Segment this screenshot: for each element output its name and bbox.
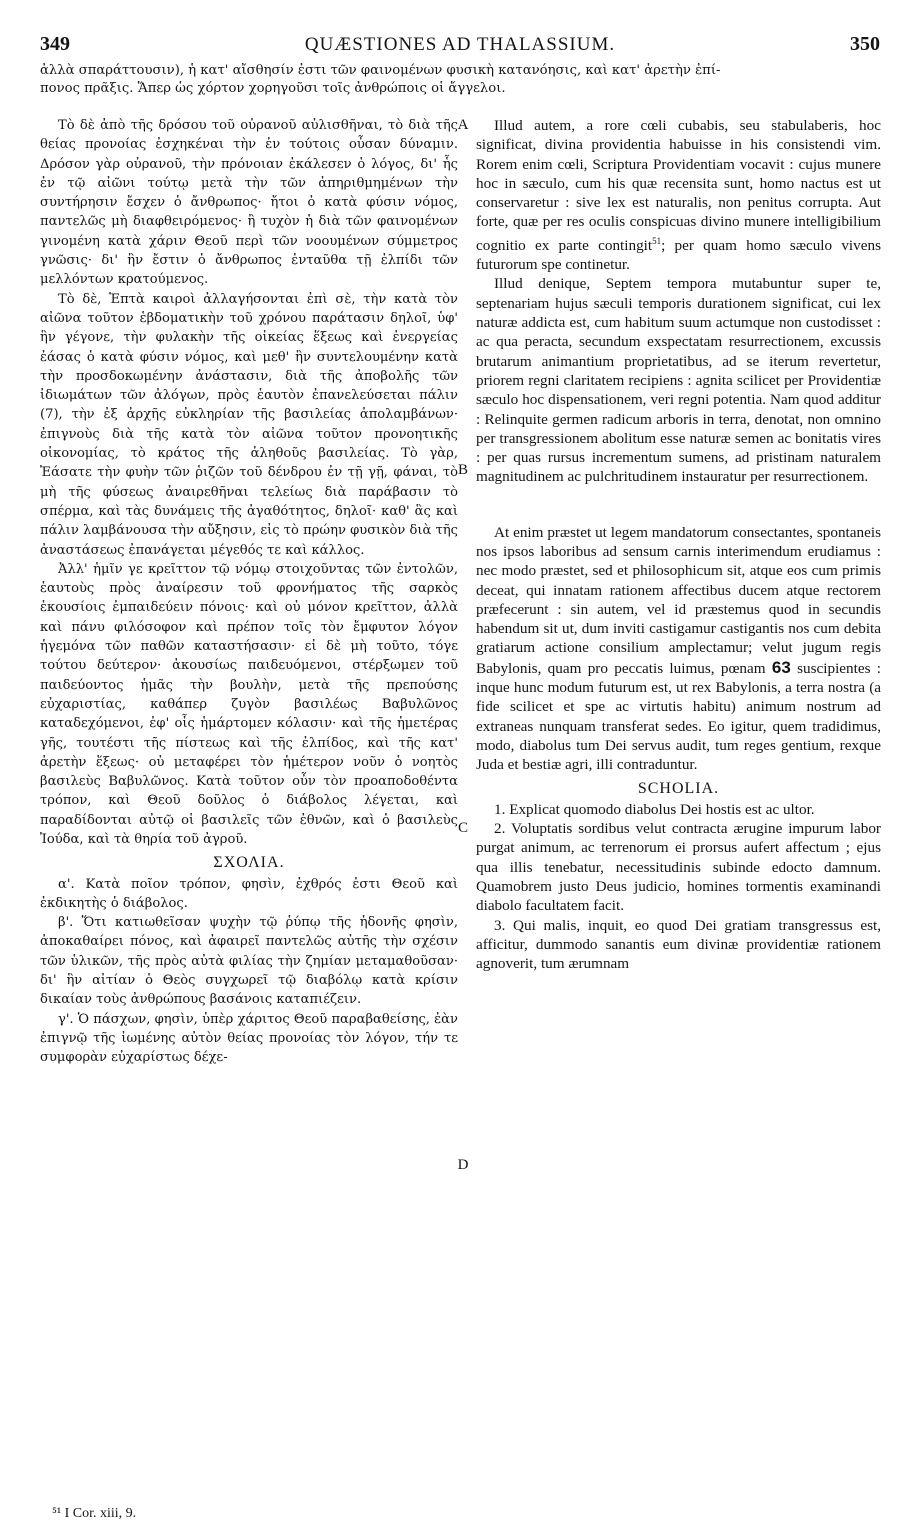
page-number-left: 349 — [40, 33, 70, 55]
latin-paragraph-3a: At enim præstet ut legem mandatorum consectantes, spontaneis nos ipsos laboribus ad sensum carnis interimendum erudiamus : nec modo præstet, sed et philosophicum sit, atque eos cum primis deceat, qui innatam rationem affectibus ducem atque rectorem præfecerunt : sin autem, vel id præstemus quod in secundis habendum sit ut, dum inviti castigamur castigantis nos cum debita gratiarum actione consilium amplectamur; velut jugum regis Babylonis, quam pro peccatis luimus, pœnam — [476, 523, 881, 677]
latin-paragraph-1 — [476, 116, 881, 274]
footnote-ref: 51 — [652, 235, 662, 246]
latin-scholion-3: 3. Qui malis, inquit, eo quod Dei gratiam transgressus est, afficitur, dummodo sanantis eum divinæ providentiæ rationem agnoverit, tum ærumnam — [476, 916, 881, 973]
latin-paragraph-1-text: Illud autem, a rore cœli cubabis, seu stabulaberis, hoc significat, divina providentia habuisse in his consistendi vim. Rorem enim cœli, Scriptura Providentiam vocavit : cujus munere hoc in sæculo, cum his quæ recensita sunt, homo nactus est ut conservaretur : sive lex est naturalis, non penitus corrupta. Aut forte, quæ per res oculis conspicuas divino munere intelligibilium cognitio ex parte contingit — [476, 117, 881, 254]
greek-paragraph-2: Τὸ δὲ, Ἑπτὰ καιροὶ ἀλλαγήσονται ἐπὶ σὲ, τὴν κατὰ τὸν αἰῶνα τοῦτον ἑβδοματικὴν τοῦ χρόνου παράτασιν δηλοῖ, ὑφ' ἣν γέγονε, τὴν φυλακὴν τῆς οἰκείας ἕξεως καὶ ἐνεργείας ἐάσας ὁ κατὰ φύσιν νόμος, καὶ μεθ' ἣν συντελουμένην κατὰ τὴν προσδοκωμένην ἀνάστασιν, διὰ τῆς ἀποβολῆς τῶν ἰδιωμάτων τῶν ἀλόγων, πρὸς ἑαυτὸν ἐπανελεύσεται πάλιν (7), τὴν ἐξ ἀρχῆς εὐκληρίαν τῆς βασιλείας ἀπολαμβάνων· ἐπιγνοὺς διὰ τῆς κατὰ τὸν αἰῶνα τοῦτον προνοητικῆς οἰκονομίας, τὸ κράτος τῆς ἀληθοῦς βασιλείας. Τὸ γὰρ, Ἐάσατε τὴν φυὴν τῶν ῥιζῶν τοῦ δένδρου ἐν τῇ γῇ, φάναι, τὸ μὴ τῆς φύσεως ἀναιρεθῆναι τελείως διὰ παράβασιν τὸ σπέρμα, καὶ τὰς δυνάμεις τῆς ἀγαθότητος, δηλοῖ· καθ' ἃς καὶ πάλιν λαμβάνουσα τὴν αὔξησιν, εἰς τὸ πρώην φυσικὸν διὰ τῆς ἀναστάσεως ἐπανάγεται μέγεθός τε καὶ κάλλος. — [40, 291, 458, 558]
greek-paragraph-1: Τὸ δὲ ἀπὸ τῆς δρόσου τοῦ οὐρανοῦ αὐλισθῆναι, τὸ διὰ τῆς θείας προνοίας ἐσχηκέναι τὴν ἐν τούτοις οὖσαν δύναμιν. Δρόσον γὰρ οὐρανοῦ, τὴν πρόνοιαν ἐκάλεσεν ὁ λόγος, δι' ἧς ἐν τῷ αἰῶνι τούτῳ μετὰ τὴν τῶν ἀπηριθμημένων τὴν συντήρησιν ἔσχεν ὁ ἄνθρωπος· ἤτοι ὁ κατὰ φύσιν νόμος, παντελῶς μὴ διαφθειρόμενος· ἢ τυχὸν ἡ διὰ τῶν φαινομένων γινομένη κατὰ χάριν Θεοῦ περὶ τῶν νοουμένων σύμμετρος γνῶσις· δι' ἣν ἔστιν ὁ ἄνθρωπος ἐνταῦθα τῇ ἐλπίδι τῶν μελλόντων κρατούμενος. — [40, 118, 458, 288]
latin-scholia-title: SCHOLIA. — [637, 779, 720, 797]
latin-scholion-1: 1. Explicat quomodo diabolus Dei hostis est ac ultor. — [494, 800, 815, 818]
latin-scholion-2: 2. Voluptatis sordibus velut contracta ærugine impurum labor purgat animum, ac terrenorum ei prorsus aufert affectum ; ejus qua illis tenebatur, necessitudinis subinde edocto damnum. Quamobrem justo Deus judicio, homines tormentis examinandi diabolo facultatem facit. — [476, 820, 881, 915]
greek-scholion-3: γ'. Ὁ πάσχων, φησὶν, ὑπὲρ χάριτος Θεοῦ παραβαθείσης, ἐὰν ἐπιγνῷ τῆς ἰωμένης αὐτὸν θείας προνοίας τὸν λόγον, τήν τε συμφορὰν εὐχαρίστως δέχε- — [40, 1011, 458, 1066]
latin-paragraph-3 — [476, 523, 881, 775]
column-number: 63 — [771, 657, 791, 677]
greek-scholia-title: ΣΧΟΛΙΑ. — [213, 854, 285, 872]
greek-continuation — [40, 62, 880, 98]
greek-scholion-2: β'. Ὅτι κατιωθεῖσαν ψυχὴν τῷ ῥύπῳ τῆς ἡδονῆς φησὶν, ἀποκαθαίρει πόνος, καὶ ἀφαιρεῖ παντελῶς αὐτῆς τὴν σχέσιν τῶν ὑλικῶν, τῆς πρὸς αὐτὰ φιλίας τὴν ζημίαν μεταμαθοῦσαν· δι' ἣν αἰτίαν ὁ Θεὸς συγχωρεῖ τῷ διαβόλῳ κατὰ κρίσιν δικαίαν τοὺς ἀνθρώπους βασάνοις καταπιέζειν. — [40, 915, 458, 1008]
margin-marker-b: B — [457, 462, 468, 478]
margin-marker-d: D — [457, 1157, 469, 1173]
page-header — [40, 33, 880, 57]
greek-top-line-1: ἀλλὰ σπαράττουσιν), ἡ κατ' αἴσθησίν ἐστι τῶν φαινομένων φυσικὴ κατανόησις, καὶ κατ' ἀρετὴν ἐπί- — [40, 63, 721, 78]
greek-paragraph-3: Ἀλλ' ἡμῖν γε κρεῖττον τῷ νόμῳ στοιχοῦντας τῶν ἐντολῶν, ἑαυτοὺς πρὸς ἀναίρεσιν τοῦ φρονήματος τῆς σαρκὸς ἑκουσίοις ἐμπαιδεύειν πόνοις· καὶ οὐ μόνον κρεῖττον, ἀλλὰ καὶ πάνυ φιλόσοφον καὶ πρέπον τοῖς τὸν ἔμφυτον λόγον ἡγεμόνα τῶν παθῶν καταστήσασιν· εἰ δὲ μὴ τοῦτο, τόγε τούτου δεύτερον· ἀκουσίως παιδευόμενοι, στέρξωμεν τοῦ παιδεύοντος ἡμᾶς τὴν βουλὴν, μετὰ τῆς πρεπούσης εὐχαριστίας, καθάπερ ζυγὸν βασιλέως Βαβυλῶνος καταδεχόμενοι, ἐφ' οἷς ἡμάρτομεν κόλασιν· καὶ τῆς ἡμετέρας γῆς, τουτέστι τῆς πίστεως καὶ τῆς ἐλπίδος, καὶ τῆς κατ' ἀρετὴν ἕξεως· οὐ μεταφέρει τὸν ἡμέτερον νοῦν ὁ νοητὸς βασιλεὺς Βαβυλῶνος. Κατὰ τοῦτον οὖν τὸν προαποδοθέντα τρόπον, καὶ Θεοῦ δοῦλος ὁ διάβολος λέγεται, καὶ παραδίδονται αὐτῷ οἱ βασιλεῖς τῶν ἐθνῶν, καὶ ὁ βασιλεὺς Ἰούδα, καὶ τὰ θηρία τοῦ ἀγροῦ. — [40, 561, 458, 847]
greek-column — [40, 116, 458, 1068]
latin-paragraph-2: Illud denique, Septem tempora mutabuntur super te, septenariam hujus sæculi temporis durationem significat, cui lex naturæ addicta est, cum habitum suum actumque non custodisset : ac qua peracta, secundum exspectatam resurrectionem, excussis brutarum animantium proprietatibus, ad se iterum revertetur, priorem regni claritatem recipiens : agnita scilicet per Providentiæ sæculo hoc dispensationem, veri regni potentia. Nam quod additur : Relinquite germen radicum arboris in terra, denotat, non omnino per transgressionem abolitum esse naturæ semen ac bonitatis vires : per quas rursus incrementum sumens, ad pristinam naturalem magnitudinem ac pulchritudinem instauratur per resurrectionem. — [476, 275, 881, 486]
greek-scholion-1: α'. Κατὰ ποῖον τρόπον, φησὶν, ἐχθρός ἐστι Θεοῦ καὶ ἐκδικητὴς ὁ διάβολος. — [40, 876, 458, 911]
greek-top-line-2: πονος πρᾶξις. Ἅπερ ὡς χόρτον χορηγοῦσι τοῖς ἀνθρώποις οἱ ἄγγελοι. — [40, 81, 506, 96]
footnote: ⁵¹ I Cor. xiii, 9. — [52, 1506, 137, 1521]
page-number-right: 350 — [850, 33, 880, 55]
running-title: QUÆSTIONES AD THALASSIUM. — [304, 34, 616, 55]
latin-paragraph-1-end: ; per quam homo sæculo vivens futurorum spe continetur. — [476, 236, 881, 274]
latin-column — [476, 116, 881, 974]
latin-paragraph-3b: suscipientes : inque hunc modum futurum est, ut rex Babylonis, a terra nostra (a fide scilicet et spe ac virtutis habitu) animum nostrum ad extraneas nunquam transferat sedes. Eo igitur, quem tradidimus, modo, diabolus tum Dei servus audit, tum reges gentium, rexque Juda et bestiæ agri, illi contraduntur. — [476, 659, 882, 774]
margin-marker-c: C — [457, 820, 468, 836]
margin-marker-a: A — [457, 117, 469, 133]
